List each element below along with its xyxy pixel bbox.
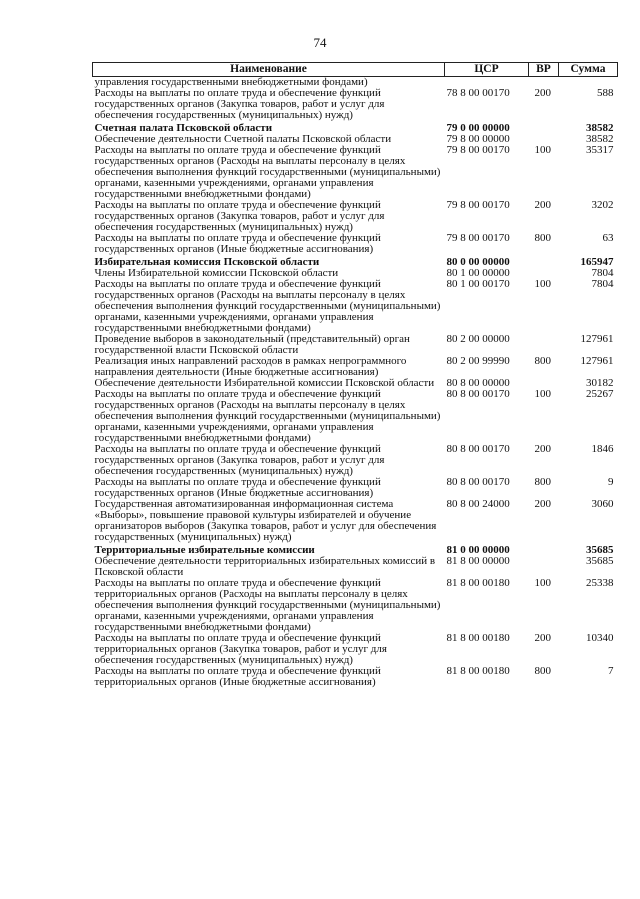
row-csr: 80 8 00 00170 (446, 443, 510, 455)
row-name: Расходы на выплаты по оплате труда и обеспечение функций государственных органов (Расходы на выплаты персоналу в целях обеспечения выполнения функций государственными (муниципальными) органами, казенными учреждениями, органами управления государственными внебюджетными фондами) (94, 388, 441, 444)
row-csr: 80 0 00 00000 (446, 256, 510, 268)
header-csr: ЦСР (445, 63, 529, 77)
row-csr: 80 8 00 00000 (446, 377, 510, 389)
page-number: 74 (313, 35, 327, 50)
row-vr: 100 (534, 388, 551, 400)
row-sum: 3202 (591, 199, 614, 211)
row-name: управления государственными внебюджетными фондами) (94, 76, 368, 88)
row-sum: 7 (608, 665, 614, 677)
table-row (93, 389, 618, 444)
header-name: Наименование (93, 63, 445, 77)
table-row (93, 499, 618, 543)
row-csr: 80 8 00 00170 (446, 388, 510, 400)
row-name: Реализация иных направлений расходов в рамках непрограммного направления деятельности (Иные бюджетные ассигнования) (94, 355, 407, 378)
table-row (93, 578, 618, 633)
row-sum: 7804 (591, 267, 614, 279)
row-csr: 80 8 00 24000 (446, 498, 510, 510)
table-body (93, 77, 618, 689)
row-csr: 79 8 00 00170 (446, 144, 510, 156)
row-csr: 80 8 00 00170 (446, 476, 510, 488)
header-sum: Сумма (559, 63, 618, 77)
table-row (93, 88, 618, 121)
row-sum: 10340 (586, 632, 614, 644)
row-vr: 200 (534, 443, 551, 455)
row-name: Государственная автоматизированная информационная система «Выборы», повышение правовой культуры избирателей и обучение организаторов выборов (Закупка товаров, работ и услуг для обеспечения государственных (муниципальных) нужд) (94, 498, 437, 543)
row-sum: 63 (602, 232, 614, 244)
row-csr: 79 8 00 00170 (446, 199, 510, 211)
row-name: Расходы на выплаты по оплате труда и обеспечение функций территориальных органов (Расходы на выплаты персоналу в целях обеспечения выполнения функций государственными (муниципальными) органами, казенными учреждениями, органами управления государственными внебюджетными фондами) (94, 577, 441, 633)
row-vr: 100 (534, 144, 551, 156)
row-name: Расходы на выплаты по оплате труда и обеспечение функций государственных органов (Закупка товаров, работ и услуг для обеспечения государственных (муниципальных) нужд) (94, 443, 385, 477)
row-sum: 3060 (591, 498, 614, 510)
row-name: Избирательная комиссия Псковской области (94, 256, 320, 268)
row-vr: 100 (534, 577, 551, 589)
row-sum: 35317 (586, 144, 614, 156)
row-vr (529, 121, 559, 134)
row-sum: 1846 (591, 443, 614, 455)
budget-table (92, 62, 618, 688)
table-row (93, 444, 618, 477)
row-vr: 200 (534, 632, 551, 644)
row-vr: 100 (534, 278, 551, 290)
table-row (93, 279, 618, 334)
row-csr: 79 8 00 00000 (446, 133, 510, 145)
row-name: Обеспечение деятельности Избирательной комиссии Псковской области (94, 377, 435, 389)
row-csr: 80 1 00 00170 (446, 278, 510, 290)
row-sum: 165947 (580, 256, 614, 268)
row-vr: 800 (534, 665, 551, 677)
table-row (93, 233, 618, 255)
row-csr: 80 2 00 99990 (446, 355, 510, 367)
row-sum: 588 (597, 87, 614, 99)
row-csr: 79 0 00 00000 (446, 122, 510, 134)
table-row (93, 356, 618, 378)
row-sum: 35685 (586, 544, 614, 556)
table-row (93, 200, 618, 233)
row-vr: 200 (534, 87, 551, 99)
table-row (93, 633, 618, 666)
table-row (93, 666, 618, 688)
row-csr: 81 8 00 00180 (446, 632, 510, 644)
row-csr: 81 8 00 00180 (446, 577, 510, 589)
table-row (93, 334, 618, 356)
row-name: Расходы на выплаты по оплате труда и обеспечение функций государственных органов (Иные бюджетные ассигнования) (94, 476, 381, 499)
row-name: Расходы на выплаты по оплате труда и обеспечение функций территориальных органов (Закупка товаров, работ и услуг для обеспечения государственных (муниципальных) нужд) (94, 632, 387, 666)
row-name: Счетная палата Псковской области (94, 122, 273, 134)
row-sum: 127961 (580, 333, 614, 345)
row-vr (529, 543, 559, 556)
row-csr: 80 1 00 00000 (446, 267, 510, 279)
row-csr: 81 0 00 00000 (446, 544, 510, 556)
row-vr: 800 (534, 232, 551, 244)
row-sum: 30182 (586, 377, 614, 389)
row-sum: 38582 (586, 133, 614, 145)
table-row (93, 145, 618, 200)
row-vr (529, 556, 559, 578)
row-vr: 200 (534, 498, 551, 510)
row-csr: 81 8 00 00180 (446, 665, 510, 677)
row-name: Расходы на выплаты по оплате труда и обеспечение функций государственных органов (Иные бюджетные ассигнования) (94, 232, 381, 255)
row-sum: 38582 (586, 122, 614, 134)
row-vr: 800 (534, 355, 551, 367)
row-sum: 9 (608, 476, 614, 488)
row-vr: 800 (534, 476, 551, 488)
row-vr: 200 (534, 199, 551, 211)
row-sum: 25267 (586, 388, 614, 400)
table-row (93, 556, 618, 578)
table-header-row (93, 63, 618, 77)
row-name: Члены Избирательной комиссии Псковской области (94, 267, 339, 279)
header-vr: ВР (529, 63, 559, 77)
row-sum: 7804 (591, 278, 614, 290)
row-name: Расходы на выплаты по оплате труда и обеспечение функций государственных органов (Закупка товаров, работ и услуг для обеспечения государственных (муниципальных) нужд) (94, 199, 385, 233)
row-name: Расходы на выплаты по оплате труда и обеспечение функций государственных органов (Расходы на выплаты персоналу в целях обеспечения выполнения функций государственными (муниципальными) органами, казенными учреждениями, органами управления государственными внебюджетными фондами) (94, 144, 441, 200)
row-sum: 127961 (580, 355, 614, 367)
row-csr: 80 2 00 00000 (446, 333, 510, 345)
row-name: Обеспечение деятельности Счетной палаты Псковской области (94, 133, 392, 145)
row-name: Расходы на выплаты по оплате труда и обеспечение функций государственных органов (Расходы на выплаты персоналу в целях обеспечения выполнения функций государственными (муниципальными) органами, казенными учреждениями, органами управления государственными внебюджетными фондами) (94, 278, 441, 334)
row-csr: 78 8 00 00170 (446, 87, 510, 99)
row-sum: 35685 (586, 555, 614, 567)
row-vr (529, 255, 559, 268)
row-sum: 25338 (586, 577, 614, 589)
row-name: Расходы на выплаты по оплате труда и обеспечение функций территориальных органов (Иные бюджетные ассигнования) (94, 665, 381, 688)
row-csr: 81 8 00 00000 (446, 555, 510, 567)
row-name: Проведение выборов в законодательный (представительный) орган государственной власти Псковской области (94, 333, 410, 356)
table-row (93, 477, 618, 499)
row-vr (529, 334, 559, 356)
row-name: Территориальные избирательные комиссии (94, 544, 315, 556)
row-csr: 79 8 00 00170 (446, 232, 510, 244)
row-name: Обеспечение деятельности территориальных избирательных комиссий в Псковской области (94, 555, 436, 578)
row-name: Расходы на выплаты по оплате труда и обеспечение функций государственных органов (Закупка товаров, работ и услуг для обеспечения государственных (муниципальных) нужд) (94, 87, 385, 121)
